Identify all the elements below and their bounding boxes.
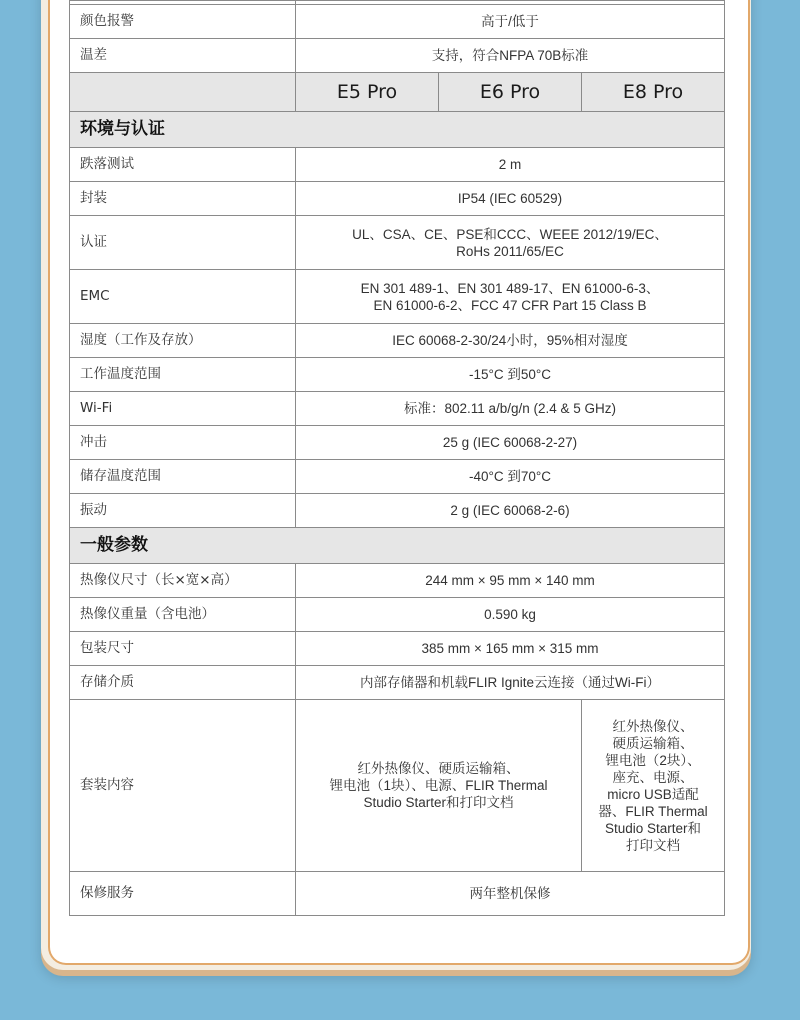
model-e5-pro: E5 Pro [296, 73, 439, 112]
table-row [70, 494, 725, 528]
row-value-line: RoHs 2011/65/EC [456, 243, 564, 259]
section-header-general [70, 528, 725, 564]
row-value [296, 270, 725, 324]
row-label: 套装内容 [70, 700, 296, 872]
table-row [70, 598, 725, 632]
row-label: EMC [70, 270, 296, 324]
section-title: 环境与认证 [70, 112, 725, 148]
row-value: 高于/低于 [296, 5, 725, 39]
row-value: -15°C 到50°C [296, 358, 725, 392]
row-value: 两年整机保修 [296, 872, 725, 916]
package-line: 座充、电源、 [612, 769, 694, 785]
row-value-line: EN 61000-6-2、FCC 47 CFR Part 15 Class B [373, 297, 647, 313]
row-value: 2 g (IEC 60068-2-6) [296, 494, 725, 528]
package-line: 红外热像仪、硬质运输箱、 [357, 761, 520, 776]
package-line: 打印文档 [626, 837, 680, 853]
row-label: 包装尺寸 [70, 632, 296, 666]
table-row [70, 5, 725, 39]
package-line: micro USB适配 [607, 786, 699, 802]
row-value: 0.590 kg [296, 598, 725, 632]
row-label: 工作温度范围 [70, 358, 296, 392]
package-line: 器、FLIR Thermal [598, 803, 708, 819]
package-contents-e5-e6 [296, 700, 582, 872]
table-row [70, 148, 725, 182]
row-value: 内部存储器和机载FLIR Ignite云连接（通过Wi-Fi） [296, 666, 725, 700]
row-label: 湿度（工作及存放） [70, 324, 296, 358]
package-line: Studio Starter和打印文档 [363, 795, 514, 810]
table-row [70, 39, 725, 73]
package-line: 红外热像仪、 [612, 718, 694, 734]
table-row [70, 564, 725, 598]
table-row [70, 182, 725, 216]
package-contents-e8 [582, 700, 725, 872]
model-e8-pro: E8 Pro [582, 73, 725, 112]
table-row [70, 216, 725, 270]
row-label: 认证 [70, 216, 296, 270]
row-value: 2 m [296, 148, 725, 182]
row-label: 跌落测试 [70, 148, 296, 182]
table-row [70, 872, 725, 916]
table-row [70, 666, 725, 700]
package-line: Studio Starter和 [604, 820, 702, 836]
package-line: 硬质运输箱、 [612, 735, 694, 751]
section-title: 一般参数 [70, 528, 725, 564]
row-label: 热像仪重量（含电池） [70, 598, 296, 632]
section-header-environment [70, 112, 725, 148]
row-value: 385 mm × 165 mm × 315 mm [296, 632, 725, 666]
table-row [70, 270, 725, 324]
table-row [70, 392, 725, 426]
table-row [70, 460, 725, 494]
row-label: 颜色报警 [70, 5, 296, 39]
row-value: 标准：802.11 a/b/g/n (2.4 & 5 GHz) [296, 392, 725, 426]
row-value: 25 g (IEC 60068-2-27) [296, 426, 725, 460]
row-value: 244 mm × 95 mm × 140 mm [296, 564, 725, 598]
table-row-package-contents [70, 700, 725, 872]
row-value: -40°C 到70°C [296, 460, 725, 494]
spec-table [69, 0, 725, 916]
model-header-row [70, 73, 725, 112]
row-value-line: UL、CSA、CE、PSE和CCC、WEEE 2012/19/EC、 [352, 226, 668, 242]
row-label: 振动 [70, 494, 296, 528]
row-value: 支持，符合NFPA 70B标准 [296, 39, 725, 73]
table-row [70, 426, 725, 460]
row-label: 冲击 [70, 426, 296, 460]
table-row [70, 358, 725, 392]
row-label: 存储介质 [70, 666, 296, 700]
package-line: 锂电池（2块）、 [605, 752, 701, 768]
model-e6-pro: E6 Pro [439, 73, 582, 112]
header-empty-cell [70, 73, 296, 112]
table-row [70, 632, 725, 666]
row-value: IEC 60068-2-30/24小时，95%相对湿度 [296, 324, 725, 358]
row-label: 保修服务 [70, 872, 296, 916]
package-line: 锂电池（1块）、电源、FLIR Thermal [329, 778, 548, 793]
row-value-line: EN 301 489-1、EN 301 489-17、EN 61000-6-3、 [360, 280, 660, 296]
row-value [296, 216, 725, 270]
row-label: 热像仪尺寸（长×宽×高） [70, 564, 296, 598]
table-row [70, 324, 725, 358]
row-label: Wi-Fi [70, 392, 296, 426]
row-label: 储存温度范围 [70, 460, 296, 494]
row-label: 温差 [70, 39, 296, 73]
row-value: IP54 (IEC 60529) [296, 182, 725, 216]
row-label: 封装 [70, 182, 296, 216]
